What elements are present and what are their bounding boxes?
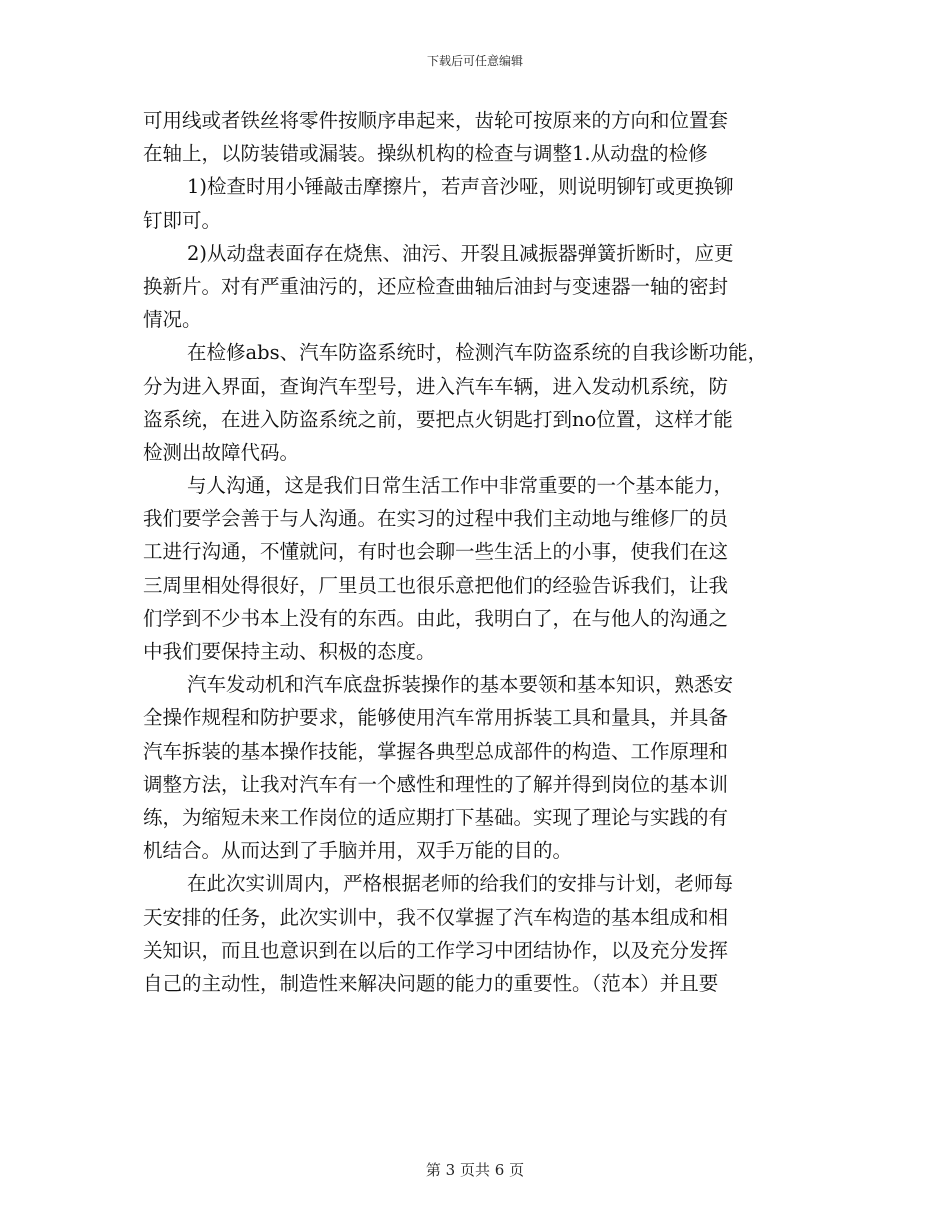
paragraph-5-line-2: 我们要学会善于与人沟通。在实习的过程中我们主动地与维修厂的员 [143, 507, 729, 531]
paragraph-6-line-5: 练，为缩短未来工作岗位的适应期打下基础。实现了理论与实践的有 [143, 805, 729, 829]
paragraph-1-line-1: 可用线或者铁丝将零件按顺序串起来，齿轮可按原来的方向和位置套 [143, 109, 729, 132]
paragraph-6-line-3: 汽车拆装的基本操作技能，掌握各典型总成部件的构造、工作原理和 [143, 739, 729, 763]
paragraph-3-line-2: 换新片。对有严重油污的，还应检查曲轴后油封与变速器一轴的密封 [143, 274, 729, 298]
paragraph-6-line-1: 汽车发动机和汽车底盘拆装操作的基本要领和基本知识，熟悉安 [187, 673, 734, 697]
paragraph-5-line-4: 三周里相处得很好，厂里员工也很乐意把他们的经验告诉我们，让我 [143, 573, 729, 597]
paragraph-7-line-4: 自己的主动性，制造性来解决问题的能力的重要性。（范本）并且要 [143, 971, 719, 995]
paragraph-3-line-1: 2)从动盘表面存在烧焦、油污、开裂且减振器弹簧折断时，应更 [187, 241, 734, 265]
paragraph-7-line-2: 天安排的任务，此次实训中，我不仅掌握了汽车构造的基本组成和相 [143, 905, 729, 929]
paragraph-4-line-4: 检测出故障代码。 [143, 440, 300, 464]
paragraph-5-line-3: 工进行沟通，不懂就问，有时也会聊一些生活上的小事，使我们在这 [143, 540, 729, 564]
paragraph-6-line-4: 调整方法，让我对汽车有一个感性和理性的了解并得到岗位的基本训 [143, 772, 729, 796]
paragraph-1-line-2: 在轴上，以防装错或漏装。操纵机构的检查与调整1.从动盘的检修 [143, 142, 708, 166]
paragraph-5-line-1: 与人沟通，这是我们日常生活工作中非常重要的一个基本能力， [187, 474, 734, 498]
paragraph-7-line-1: 在此次实训周内，严格根据老师的给我们的安排与计划，老师每 [187, 872, 734, 896]
paragraph-6-line-6: 机结合。从而达到了手脑并用，双手万能的目的。 [143, 839, 573, 863]
paragraph-7-line-3: 关知识，而且也意识到在以后的工作学习中团结协作，以及充分发挥 [143, 938, 729, 962]
page-header-note: 下载后可任意编辑 [426, 54, 523, 68]
paragraph-6-line-2: 全操作规程和防护要求，能够使用汽车常用拆装工具和量具，并具备 [143, 706, 729, 730]
paragraph-4-line-2: 分为进入界面，查询汽车型号，进入汽车车辆，进入发动机系统，防 [143, 374, 729, 398]
page-number: 第 3 页共 6 页 [425, 1161, 525, 1179]
paragraph-5-line-6: 中我们要保持主动、积极的态度。 [143, 640, 436, 663]
paragraph-4-line-1: 在检修abs、汽车防盗系统时，检测汽车防盗系统的自我诊断功能， [187, 341, 768, 365]
paragraph-4-line-3: 盗系统，在进入防盗系统之前，要把点火钥匙打到no位置，这样才能 [143, 407, 733, 431]
paragraph-2-line-2: 钉即可。 [143, 208, 222, 232]
paragraph-5-line-5: 们学到不少书本上没有的东西。由此，我明白了，在与他人的沟通之 [143, 606, 729, 630]
document-body [143, 104, 843, 1000]
paragraph-2-line-1: 1)检查时用小锤敲击摩擦片，若声音沙哑，则说明铆钉或更换铆 [187, 175, 734, 199]
paragraph-3-line-3: 情况。 [143, 308, 202, 332]
